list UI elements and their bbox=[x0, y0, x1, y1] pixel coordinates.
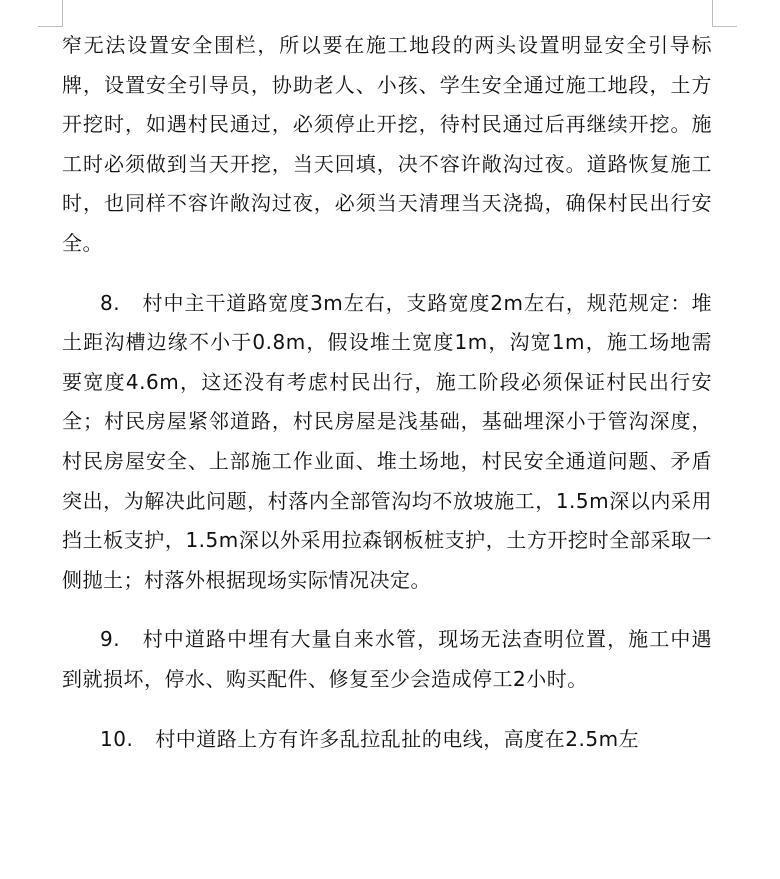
paragraph-text: 村中道路上方有许多乱拉乱扯的电线，高度在2.5m左 bbox=[155, 726, 640, 751]
paragraph-item-8 bbox=[62, 284, 712, 601]
paragraph-number: 9. bbox=[100, 627, 121, 652]
document-body bbox=[62, 26, 712, 759]
paragraph-spacing bbox=[62, 600, 712, 620]
top-left-crop-mark bbox=[38, 0, 63, 27]
paragraph-text: 村中道路中埋有大量自来水管，现场无法查明位置，施工中遇到就损坏，停水、购买配件、修复至少会造成停工2小时。 bbox=[62, 627, 712, 691]
paragraph-continued bbox=[62, 26, 712, 264]
paragraph-item-10 bbox=[62, 720, 712, 760]
paragraph-number: 8. bbox=[100, 290, 121, 315]
paragraph-number: 10. bbox=[100, 726, 134, 751]
paragraph-spacing bbox=[62, 700, 712, 720]
paragraph-spacing bbox=[62, 264, 712, 284]
paragraph-text: 村中主干道路宽度3m左右，支路宽度2m左右，规范规定：堆土距沟槽边缘不小于0.8m，假设堆土宽度1m，沟宽1m，施工场地需要宽度4.6m，这还没有考虑村民出行，施工阶段必须保证村民出行安全；村民房屋紧邻道路，村民房屋是浅基础，基础埋深小于管沟深度，村民房屋安全、上部施工作业面、堆土场地，村民安全通道问题、矛盾突出，为解决此问题，村落内全部管沟均不放坡施工，1.5m深以内采用挡土板支护，1.5m深以外采用拉森钢板桩支护，土方开挖时全部采取一侧抛土；村落外根据现场实际情况决定。 bbox=[62, 290, 712, 592]
top-right-crop-mark bbox=[712, 0, 737, 27]
paragraph-item-9 bbox=[62, 620, 712, 699]
paragraph-text: 窄无法设置安全围栏，所以要在施工地段的两头设置明显安全引导标牌，设置安全引导员，协助老人、小孩、学生安全通过施工地段，土方开挖时，如遇村民通过，必须停止开挖，待村民通过后再继续开挖。施工时必须做到当天开挖，当天回填，决不容许敞沟过夜。道路恢复施工时，也同样不容许敞沟过夜，必须当天清理当天浇捣，确保村民出行安全。 bbox=[62, 33, 712, 255]
